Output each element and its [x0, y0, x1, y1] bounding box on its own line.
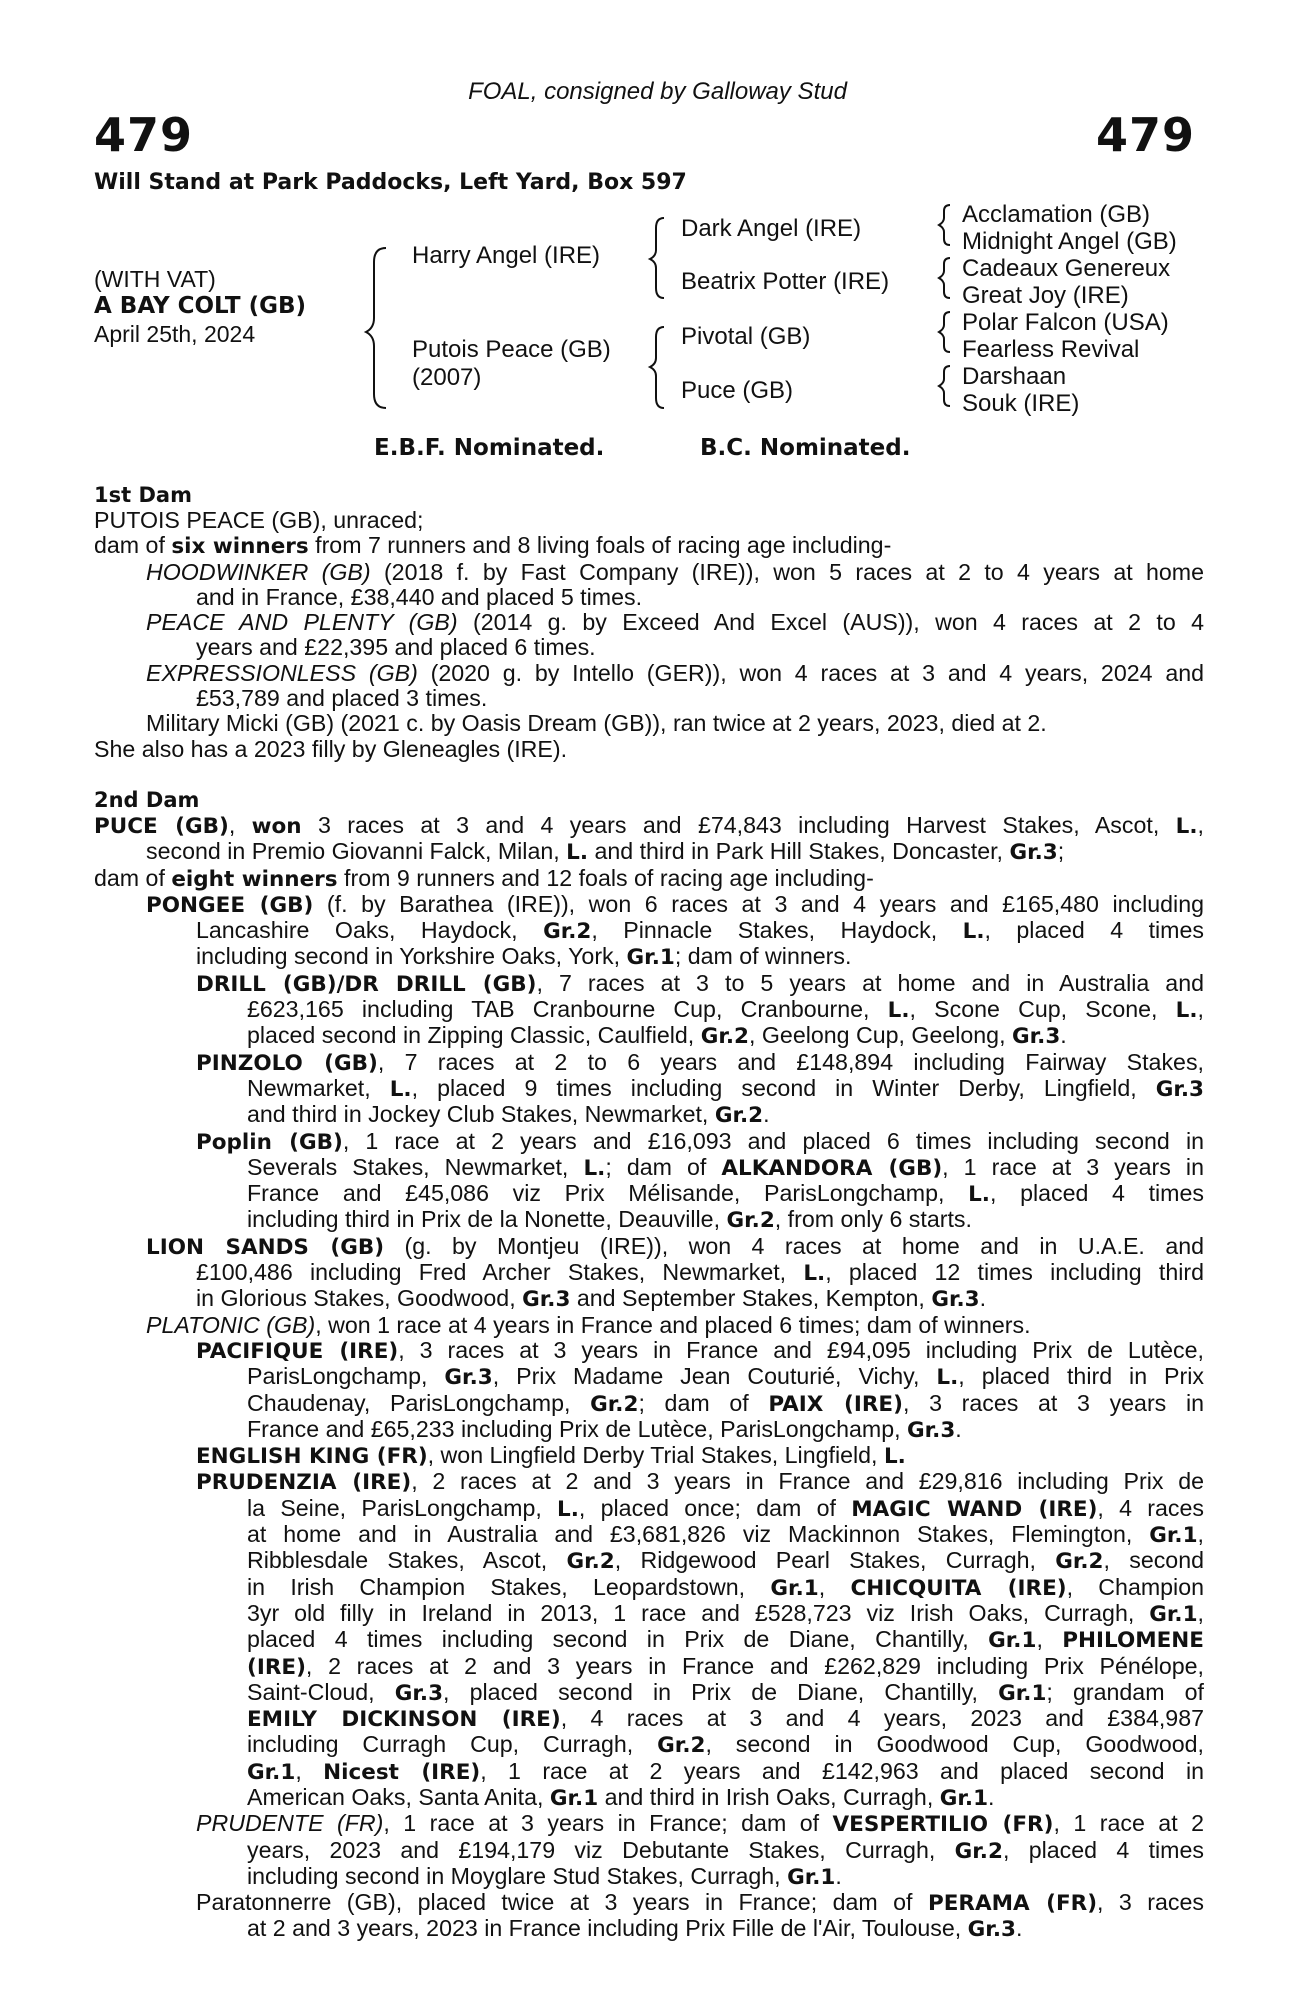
- drill-line-1: DRILL (GB)/DR DRILL (GB), 7 races at 3 to 5 years at home and in Australia and: [196, 969, 1204, 997]
- pedigree-sire: Harry Angel (IRE): [412, 242, 601, 269]
- offspring-military-micki: Military Micki (GB) (2021 c. by Oasis Dream (GB)), ran twice at 2 years, 2023, died at 2.: [146, 710, 1047, 737]
- prudente-line-3: including second in Moyglare Stud Stakes, Curragh, Gr.1.: [247, 1862, 842, 1890]
- poplin-line-4: including third in Prix de la Nonette, Deauville, Gr.2, from only 6 starts.: [247, 1206, 972, 1234]
- lion-sands-line-2: £100,486 including Fred Archer Stakes, Newmarket, L., placed 12 times including third: [196, 1259, 1204, 1287]
- pacifique-line-2: ParisLongchamp, Gr.3, Prix Madame Jean Couturié, Vichy, L., placed third in Prix: [247, 1363, 1204, 1391]
- prudenzia-line-3: at home and in Australia and £3,681,826 viz Mackinnon Stakes, Flemington, Gr.1,: [247, 1521, 1204, 1549]
- pedigree-gen3-4: Great Joy (IRE): [962, 282, 1129, 309]
- first-dam-foal-note: She also has a 2023 filly by Gleneagles (IRE).: [94, 735, 568, 762]
- offspring-hoodwinker: HOODWINKER (GB) (2018 f. by Fast Company (IRE)), won 5 races at 2 to 4 years at home: [146, 558, 1204, 585]
- pinzolo-line-2: Newmarket, L., placed 9 times including second in Winter Derby, Lingfield, Gr.3: [247, 1074, 1205, 1102]
- pongee-line-1: PONGEE (GB) (f. by Barathea (IRE)), won 6 races at 3 and 4 years and £165,480 including: [146, 890, 1204, 918]
- prudenzia-line-10: EMILY DICKINSON (IRE), 4 races at 3 and 4 years, 2023 and £384,987: [247, 1705, 1204, 1733]
- pacifique-line-1: PACIFIQUE (IRE), 3 races at 3 years in France and £94,095 including Prix de Lutèce,: [196, 1336, 1204, 1364]
- offspring-expressionless: EXPRESSIONLESS (GB) (2020 g. by Intello (GER)), won 4 races at 3 and 4 years, 2024 and: [146, 659, 1205, 686]
- bracket-dam: [650, 327, 664, 408]
- consignment-line: FOAL, consigned by Galloway Stud: [468, 78, 847, 105]
- bracket-g1: [939, 205, 950, 245]
- pedigree-gen3-3: Cadeaux Genereux: [962, 255, 1171, 282]
- platonic-line-1: PLATONIC (GB), won 1 race at 4 years in France and placed 6 times; dam of winners.: [146, 1311, 1031, 1338]
- first-dam-heading: 1st Dam: [94, 483, 192, 507]
- paratonnerre-line-1: Paratonnerre (GB), placed twice at 3 years in France; dam of PERAMA (FR), 3 races: [196, 1889, 1204, 1917]
- first-dam-line: PUTOIS PEACE (GB), unraced;: [94, 507, 424, 533]
- prudenzia-line-6: 3yr old filly in Ireland in 2013, 1 race and £528,723 viz Irish Oaks, Curragh, Gr.1,: [247, 1599, 1204, 1627]
- lot-number-left: 479: [94, 108, 194, 162]
- drill-line-3: placed second in Zipping Classic, Caulfield, Gr.2, Geelong Cup, Geelong, Gr.3.: [247, 1022, 1067, 1050]
- prudente-line-2: years, 2023 and £194,179 viz Debutante Stakes, Curragh, Gr.2, placed 4 times: [247, 1836, 1204, 1864]
- prudenzia-line-9: Saint-Cloud, Gr.3, placed second in Prix de Diane, Chantilly, Gr.1; grandam of: [247, 1678, 1204, 1706]
- offspring-expressionless-cont: £53,789 and placed 3 times.: [196, 685, 488, 712]
- pedigree-sire-dam: Beatrix Potter (IRE): [681, 268, 890, 295]
- pedigree-gen3-6: Fearless Revival: [962, 336, 1140, 363]
- pedigree-dam-dam: Puce (GB): [681, 377, 794, 404]
- vat-note: (WITH VAT): [94, 266, 216, 292]
- pedigree-dam-year: (2007): [412, 364, 482, 391]
- puce-line-2: second in Premio Giovanni Falck, Milan, L. and third in Park Hill Stakes, Doncaster, Gr.3;: [146, 838, 1065, 866]
- ebf-nomination: E.B.F. Nominated.: [374, 435, 605, 461]
- second-dam-heading: 2nd Dam: [94, 788, 200, 812]
- offspring-peace-and-plenty-cont: years and £22,395 and placed 6 times.: [196, 634, 596, 661]
- lot-number-right: 479: [1095, 108, 1195, 162]
- pedigree-gen3-2: Midnight Angel (GB): [962, 228, 1177, 255]
- pedigree-gen3-1: Acclamation (GB): [962, 201, 1151, 228]
- bracket-sire: [650, 218, 664, 298]
- pedigree-dam: Putois Peace (GB): [412, 336, 611, 363]
- paratonnerre-line-2: at 2 and 3 years, 2023 in France including Prix Fille de l'Air, Toulouse, Gr.3.: [247, 1915, 1023, 1943]
- pongee-line-2: Lancashire Oaks, Haydock, Gr.2, Pinnacle Stakes, Haydock, L., placed 4 times: [196, 917, 1204, 945]
- prudenzia-line-8: (IRE), 2 races at 2 and 3 years in France and £262,829 including Prix Pénélope,: [247, 1652, 1204, 1680]
- prudenzia-line-13: American Oaks, Santa Anita, Gr.1 and third in Irish Oaks, Curragh, Gr.1.: [247, 1783, 995, 1811]
- prudenzia-line-11: including Curragh Cup, Curragh, Gr.2, second in Goodwood Cup, Goodwood,: [247, 1731, 1204, 1759]
- first-dam-section: [94, 483, 1204, 762]
- bracket-main: [366, 248, 386, 408]
- lot-title: A BAY COLT (GB): [94, 293, 307, 319]
- pongee-line-3: including second in Yorkshire Oaks, York, Gr.1; dam of winners.: [196, 943, 852, 971]
- pedigree-gen3-5: Polar Falcon (USA): [962, 309, 1169, 336]
- lion-sands-line-1: LION SANDS (GB) (g. by Montjeu (IRE)), won 4 races at home and in U.A.E. and: [146, 1232, 1205, 1260]
- poplin-line-2: Severals Stakes, Newmarket, L.; dam of ALKANDORA (GB), 1 race at 3 years in: [247, 1153, 1204, 1181]
- pinzolo-line-1: PINZOLO (GB), 7 races at 2 to 6 years and £148,894 including Fairway Stakes,: [196, 1048, 1204, 1076]
- bracket-g2: [939, 258, 950, 298]
- offspring-peace-and-plenty: PEACE AND PLENTY (GB) (2014 g. by Exceed And Excel (AUS)), won 4 races at 2 to 4: [146, 609, 1204, 636]
- bc-nomination: B.C. Nominated.: [700, 435, 911, 461]
- lion-sands-line-3: in Glorious Stakes, Goodwood, Gr.3 and September Stakes, Kempton, Gr.3.: [196, 1285, 987, 1313]
- poplin-line-3: France and £45,086 viz Prix Mélisande, ParisLongchamp, L., placed 4 times: [247, 1180, 1204, 1208]
- foaling-date: April 25th, 2024: [94, 321, 256, 347]
- pinzolo-line-3: and third in Jockey Club Stakes, Newmarket, Gr.2.: [247, 1101, 770, 1129]
- puce-line-1: PUCE (GB), won 3 races at 3 and 4 years and £74,843 including Harvest Stakes, Ascot, L.,: [94, 812, 1204, 839]
- prudenzia-line-1: PRUDENZIA (IRE), 2 races at 2 and 3 years in France and £29,816 including Prix de: [196, 1468, 1205, 1496]
- puce-produce-summary: dam of eight winners from 9 runners and 12 foals of racing age including-: [94, 864, 874, 892]
- prudenzia-line-4: Ribblesdale Stakes, Ascot, Gr.2, Ridgewood Pearl Stakes, Curragh, Gr.2, second: [247, 1547, 1204, 1575]
- first-dam-produce-summary: dam of six winners from 7 runners and 8 living foals of racing age including-: [94, 532, 892, 560]
- pedigree-gen3-8: Souk (IRE): [962, 390, 1080, 417]
- poplin-line-1: Poplin (GB), 1 race at 2 years and £16,093 and placed 6 times including second in: [196, 1127, 1204, 1155]
- prudenzia-line-2: la Seine, ParisLongchamp, L., placed once; dam of MAGIC WAND (IRE), 4 races: [247, 1494, 1204, 1522]
- prudente-line-1: PRUDENTE (FR), 1 race at 3 years in France; dam of VESPERTILIO (FR), 1 race at 2: [196, 1810, 1205, 1838]
- second-dam-section: [94, 788, 1204, 1943]
- prudenzia-line-5: in Irish Champion Stakes, Leopardstown, Gr.1, CHICQUITA (IRE), Champion: [247, 1573, 1204, 1601]
- prudenzia-line-12: Gr.1, Nicest (IRE), 1 race at 2 years and £142,963 and placed second in: [247, 1757, 1204, 1785]
- pacifique-line-3: Chaudenay, ParisLongchamp, Gr.2; dam of PAIX (IRE), 3 races at 3 years in: [247, 1389, 1204, 1417]
- bracket-g4: [939, 366, 950, 406]
- pedigree-sire-sire: Dark Angel (IRE): [681, 215, 862, 242]
- pacifique-line-4: France and £65,233 including Prix de Lutèce, ParisLongchamp, Gr.3.: [247, 1415, 962, 1443]
- prudenzia-line-7: placed 4 times including second in Prix de Diane, Chantilly, Gr.1, PHILOMENE: [247, 1626, 1204, 1654]
- pedigree-dam-sire: Pivotal (GB): [681, 323, 811, 350]
- pedigree-gen3-7: Darshaan: [962, 363, 1067, 390]
- drill-line-2: £623,165 including TAB Cranbourne Cup, Cranbourne, L., Scone Cup, Scone, L.,: [247, 996, 1204, 1024]
- english-king-line: ENGLISH KING (FR), won Lingfield Derby Trial Stakes, Lingfield, L.: [196, 1442, 906, 1470]
- bracket-g3: [939, 312, 950, 352]
- stabling-location: Will Stand at Park Paddocks, Left Yard, Box 597: [94, 170, 687, 195]
- offspring-hoodwinker-cont: and in France, £38,440 and placed 5 times.: [196, 583, 643, 610]
